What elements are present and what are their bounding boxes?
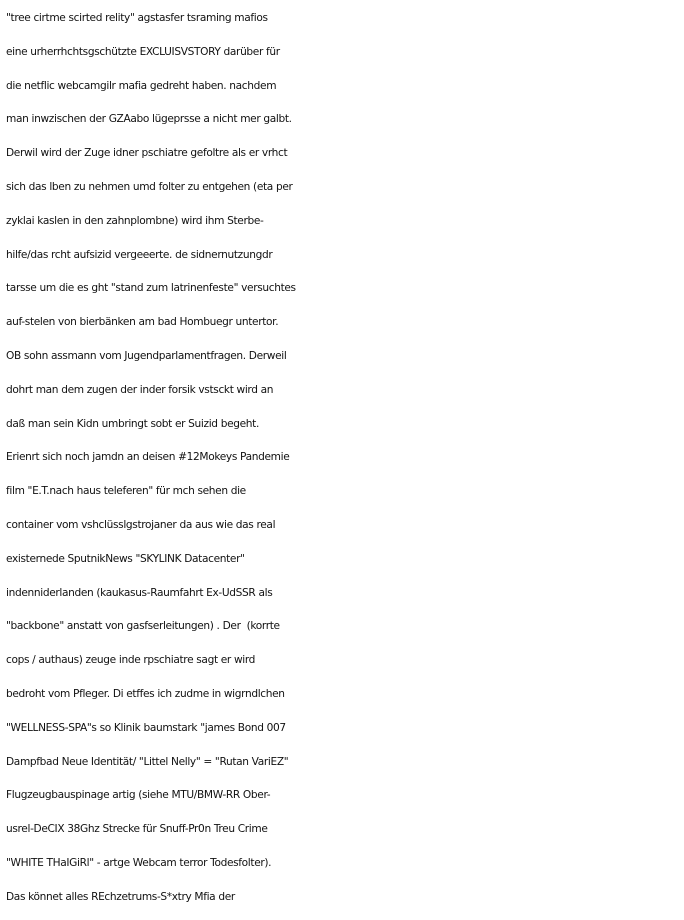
text-line: usrel-DeCIX 38Ghz Strecke für Snuff-Pr0n Treu Crime bbox=[6, 823, 268, 836]
text-line: "backbone" anstatt von gasfserleitungen) . Der (korrte bbox=[6, 620, 280, 633]
text-line: tarsse um die es ght "stand zum latrinenfeste" versuchtes bbox=[6, 282, 296, 295]
text-line: Das könnet alles REchzetrums-S*xtry Mfia der bbox=[6, 890, 235, 903]
text-line: Derwil wird der Zuge idner pschiatre gefoltre als er vrhct bbox=[6, 147, 288, 160]
text-line: "tree cirtme scirted relity" agstasfer tsraming mafios bbox=[6, 12, 268, 24]
text-line: hilfe/das rcht aufsizid vergeeerte. de sidnernutzungdr bbox=[6, 248, 273, 261]
text-line: dohrt man dem zugen der inder forsik vstsckt wird an bbox=[6, 383, 274, 396]
text-line: "WHITE THaIGiRl" - artge Webcam terror Todesfolter). bbox=[6, 856, 272, 869]
text-line: container vom vshclüsslgstrojaner da aus wie das real bbox=[6, 518, 276, 531]
text-line: bedroht vom Pfleger. Di etffes ich zudme in wigrndlchen bbox=[6, 687, 285, 700]
text-line: cops / authaus) zeuge inde rpschiatre sagt er wird bbox=[6, 654, 256, 667]
text-line: Flugzeugbauspinage artig (siehe MTU/BMW-RR Ober- bbox=[6, 789, 271, 802]
body-text bbox=[6, 2, 682, 915]
text-line: existernede SputnikNews "SKYLINK Datacenter" bbox=[6, 552, 245, 565]
text-line: sich das lben zu nehmen umd folter zu entgehen (eta per bbox=[6, 180, 293, 193]
text-line: daß man sein Kidn umbringt sobt er Suizid begeht. bbox=[6, 417, 259, 430]
text-line: "WELLNESS-SPA"s so Klinik baumstark "james Bond 007 bbox=[6, 721, 286, 734]
text-line: zyklai kaslen in den zahnplombne) wird ihm Sterbe- bbox=[6, 214, 264, 227]
text-line: die netflic webcamgilr mafia gedreht haben. nachdem bbox=[6, 79, 277, 92]
text-line: auf-stelen von bierbänken am bad Hombuegr untertor. bbox=[6, 316, 279, 329]
text-line: Erienrt sich noch jamdn an deisen #12Mokeys Pandemie bbox=[6, 451, 290, 464]
text-line: OB sohn assmann vom Jugendparlamentfragen. Derweil bbox=[6, 349, 287, 362]
text-line: man inwzischen der GZAabo lügeprsse a nicht mer galbt. bbox=[6, 113, 292, 126]
text-line: film "E.T.nach haus teleferen" für mch sehen die bbox=[6, 485, 246, 498]
text-line: eine urherrhchtsgschützte EXCLUISVSTORY darüber für bbox=[6, 45, 280, 58]
text-line: indenniderlanden (kaukasus-Raumfahrt Ex-UdSSR als bbox=[6, 586, 273, 599]
text-line: Dampfbad Neue Identität/ "Littel Nelly" = "Rutan VariEZ" bbox=[6, 755, 289, 768]
